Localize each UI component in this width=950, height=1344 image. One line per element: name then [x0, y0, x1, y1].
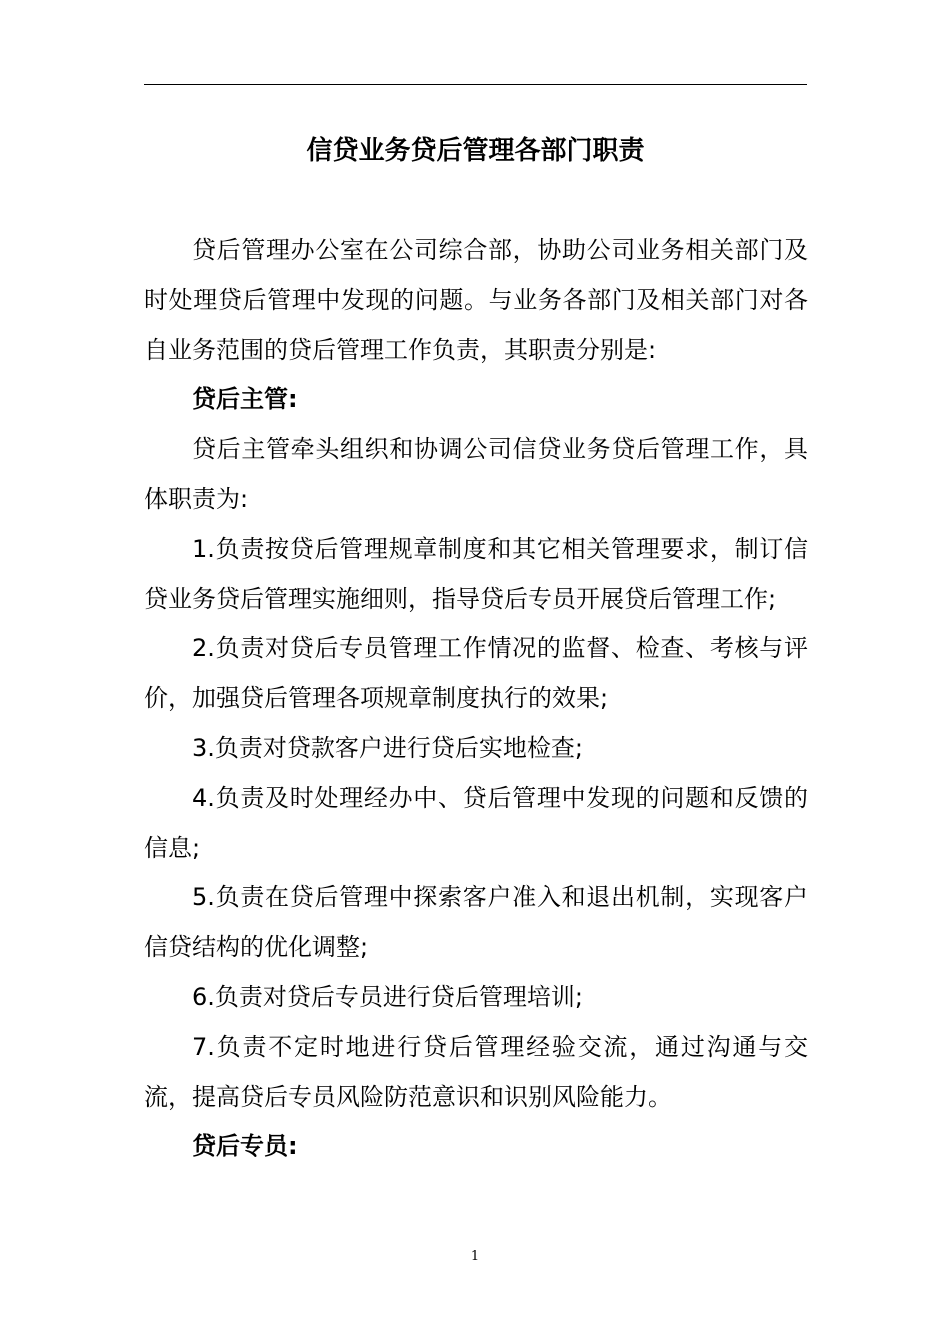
duty-item-7: 7.负责不定时地进行贷后管理经验交流，通过沟通与交流，提高贷后专员风险防范意识和识别风险能力。: [144, 1032, 808, 1111]
duty-item-5: 5.负责在贷后管理中探索客户准入和退出机制，实现客户信贷结构的优化调整;: [144, 883, 808, 962]
section-heading-loan-specialist: 贷后专员:: [192, 1132, 298, 1161]
duty-item-4: 4.负责及时处理经办中、贷后管理中发现的问题和反馈的信息;: [144, 783, 808, 862]
section-heading-loan-supervisor: 贷后主管:: [192, 385, 298, 414]
intro-paragraph: 贷后管理办公室在公司综合部，协助公司业务相关部门及时处理贷后管理中发现的问题。与业务各部门及相关部门对各自业务范围的贷后管理工作负责，其职责分别是:: [144, 236, 808, 364]
duty-item-6: 6.负责对贷后专员进行贷后管理培训;: [192, 982, 583, 1011]
section-lead-paragraph: 贷后主管牵头组织和协调公司信贷业务贷后管理工作，具体职责为:: [144, 435, 808, 513]
duty-item-1: 1.负责按贷后管理规章制度和其它相关管理要求，制订信贷业务贷后管理实施细则，指导贷后专员开展贷后管理工作;: [144, 534, 808, 613]
header-rule: [144, 84, 807, 85]
document-body: [144, 226, 808, 1172]
duty-item-3: 3.负责对贷款客户进行贷后实地检查;: [192, 733, 583, 762]
document-title: 信贷业务贷后管理各部门职责: [306, 136, 645, 166]
duty-item-2: 2.负责对贷后专员管理工作情况的监督、检查、考核与评价，加强贷后管理各项规章制度执行的效果;: [144, 634, 808, 713]
page-number: 1: [470, 1249, 480, 1264]
